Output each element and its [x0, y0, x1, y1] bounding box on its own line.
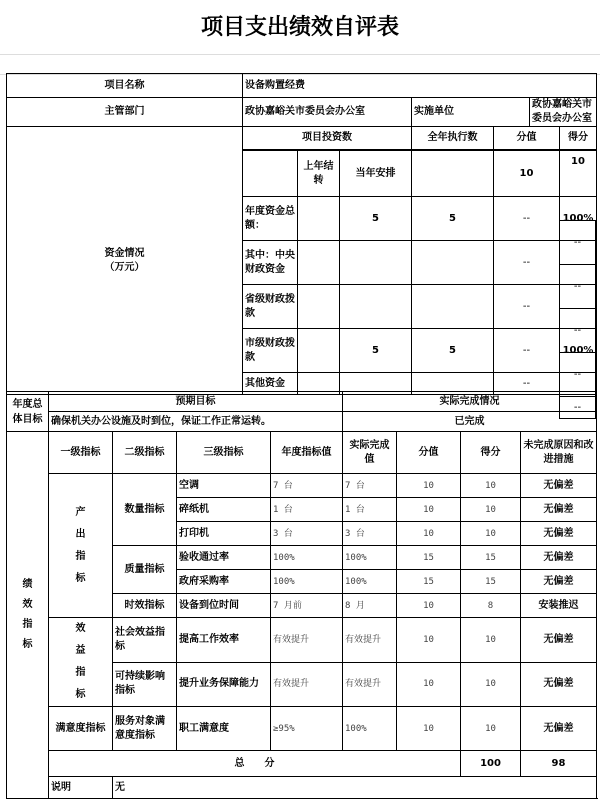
funds-hdr-current: 当年安排: [340, 151, 412, 197]
fund-row-carry: [298, 241, 340, 285]
perf-row-reason: 无偏差: [521, 498, 597, 522]
total-val: 100: [461, 751, 521, 777]
l1-effect: 效益指标: [49, 618, 113, 707]
perf-row-val: 10: [397, 474, 461, 498]
l2-social: 社会效益指标: [113, 618, 177, 663]
fund-row-exec: [412, 285, 494, 329]
perf-row-actual: 有效提升: [343, 662, 397, 707]
fund-row-current: [340, 241, 412, 285]
perf-row-target: 有效提升: [271, 618, 343, 663]
goals-actual: 已完成: [343, 412, 597, 432]
fund-row-carry: [298, 285, 340, 329]
perf-row-val: 10: [397, 498, 461, 522]
perf-row-reason: 无偏差: [521, 618, 597, 663]
perf-row-target: 100%: [271, 570, 343, 594]
perf-row-score: 15: [461, 546, 521, 570]
perf-hdr-l2: 二级指标: [113, 432, 177, 474]
perf-row-l3: 提升业务保障能力: [177, 662, 271, 707]
l1-output: 产出指标: [49, 474, 113, 618]
perf-row-l3: 政府采购率: [177, 570, 271, 594]
perf-row-score: 8: [461, 594, 521, 618]
fund-row-current: 5: [340, 197, 412, 241]
fund-row-exec: 5: [412, 197, 494, 241]
perf-row-target: 7 月前: [271, 594, 343, 618]
perf-row-score: 10: [461, 618, 521, 663]
perf-row-score: 10: [461, 662, 521, 707]
perf-table: [6, 391, 597, 799]
perf-row-reason: 无偏差: [521, 570, 597, 594]
goals-section-label: 年度总体目标: [7, 392, 49, 432]
perf-row-l3: 提高工作效率: [177, 618, 271, 663]
impl-value: 政协嘉峪关市委员会办公室: [530, 98, 597, 127]
goals-expected: 确保机关办公设施及时到位，保证工作正常运转。: [49, 412, 343, 432]
l2-time: 时效指标: [113, 594, 177, 618]
perf-row-l3: 碎纸机: [177, 498, 271, 522]
fund-row-score: --: [560, 221, 596, 265]
perf-hdr-l3: 三级指标: [177, 432, 271, 474]
perf-row-val: 10: [397, 594, 461, 618]
perf-row-target: 100%: [271, 546, 343, 570]
perf-row-reason: 安装推迟: [521, 594, 597, 618]
project-name: 设备购置经费: [243, 74, 597, 98]
total-label: 总 分: [49, 751, 461, 777]
perf-row-val: 10: [397, 522, 461, 546]
perf-row-score: 10: [461, 522, 521, 546]
funds-hdr-carry: 上年结转: [298, 151, 340, 197]
fund-row-score: --: [560, 353, 596, 397]
perf-row-target: 1 台: [271, 498, 343, 522]
goals-actual-label: 实际完成情况: [343, 392, 597, 412]
perf-row-reason: 无偏差: [521, 707, 597, 751]
fund-row-label: 年度资金总额：: [243, 197, 298, 241]
perf-row-actual: 100%: [343, 570, 397, 594]
perf-row-score: 10: [461, 474, 521, 498]
fund-row-val: --: [494, 197, 560, 241]
perf-row-val: 15: [397, 570, 461, 594]
funds-unit: （万元）: [104, 261, 145, 273]
fund-score-column: [559, 220, 596, 419]
perf-row-val: 10: [397, 662, 461, 707]
total-score: 98: [521, 751, 597, 777]
perf-label: 绩效指标: [22, 579, 33, 650]
funds-label: 资金情况: [104, 247, 145, 259]
funds-hdr-exec: 全年执行数: [412, 127, 494, 150]
fund-row-label: 市级财政拨款: [243, 329, 298, 373]
funds-exec-blank: [412, 151, 494, 197]
l2-quantity: 数量指标: [113, 474, 177, 546]
fund-row-score: --: [560, 397, 596, 419]
perf-hdr-reason: 未完成原因和改进措施: [521, 432, 597, 474]
fund-row-label: 其中：中央财政资金: [243, 241, 298, 285]
funds-score-val: 10: [494, 151, 560, 197]
perf-row-reason: 无偏差: [521, 522, 597, 546]
perf-row-target: 3 台: [271, 522, 343, 546]
perf-row-val: 10: [397, 618, 461, 663]
perf-row-target: 有效提升: [271, 662, 343, 707]
perf-hdr-actual: 实际完成值: [343, 432, 397, 474]
funds-hdr-score-val: 分值: [494, 127, 560, 150]
project-name-label: 项目名称: [7, 74, 243, 98]
funds-section-label: [7, 127, 243, 395]
perf-row-actual: 8 月: [343, 594, 397, 618]
funds-blank-cell: [243, 151, 298, 197]
l2-quality: 质量指标: [113, 546, 177, 594]
perf-row-target: ≥95%: [271, 707, 343, 751]
perf-row-l3: 设备到位时间: [177, 594, 271, 618]
perf-row-reason: 无偏差: [521, 474, 597, 498]
perf-row-score: 15: [461, 570, 521, 594]
perf-row-l3: 验收通过率: [177, 546, 271, 570]
perf-row-l3: 职工满意度: [177, 707, 271, 751]
fund-row-val: --: [494, 241, 560, 285]
perf-row-actual: 1 台: [343, 498, 397, 522]
l1-satisfy: 满意度指标: [49, 707, 113, 751]
perf-row-actual: 7 台: [343, 474, 397, 498]
perf-row-actual: 100%: [343, 546, 397, 570]
perf-row-score: 10: [461, 707, 521, 751]
funds-hdr-score: 得分: [560, 127, 597, 150]
fund-row-exec: [412, 241, 494, 285]
fund-row-current: 5: [340, 329, 412, 373]
fund-row-rate: 100%: [560, 197, 597, 241]
perf-section-label: [7, 432, 49, 799]
page-title: 项目支出绩效自评表: [200, 14, 399, 40]
perf-row-val: 10: [397, 707, 461, 751]
perf-row-l3: 打印机: [177, 522, 271, 546]
perf-row-reason: 无偏差: [521, 546, 597, 570]
fund-row-rate: 100%: [560, 329, 597, 373]
fund-row-carry: [298, 197, 340, 241]
fund-row-label: 其他资金: [243, 373, 298, 395]
perf-hdr-score: 得分: [461, 432, 521, 474]
perf-hdr-l1: 一级指标: [49, 432, 113, 474]
fund-row-label: 省级财政拨款: [243, 285, 298, 329]
l2-service: 服务对象满意度指标: [113, 707, 177, 751]
perf-row-actual: 3 台: [343, 522, 397, 546]
spreadsheet-gridline: [0, 54, 600, 75]
impl-label: 实施单位: [412, 98, 530, 127]
perf-row-actual: 有效提升: [343, 618, 397, 663]
fund-row-score: --: [560, 265, 596, 309]
perf-hdr-val: 分值: [397, 432, 461, 474]
fund-row-carry: [298, 329, 340, 373]
perf-row-target: 7 台: [271, 474, 343, 498]
perf-row-val: 15: [397, 546, 461, 570]
fund-row-score: --: [560, 309, 596, 353]
evaluation-table: [6, 73, 597, 395]
fund-row-val: --: [494, 285, 560, 329]
note-text: 无: [113, 777, 597, 799]
goals-expected-label: 预期目标: [49, 392, 343, 412]
fund-row-current: [340, 285, 412, 329]
funds-score: 10: [560, 151, 597, 197]
funds-hdr-invest: 项目投资数: [243, 127, 412, 150]
perf-row-actual: 100%: [343, 707, 397, 751]
note-label: 说明: [49, 777, 113, 799]
perf-row-l3: 空调: [177, 474, 271, 498]
l2-sustain: 可持续影响指标: [113, 662, 177, 707]
fund-row-exec: 5: [412, 329, 494, 373]
fund-row-val: --: [494, 373, 560, 395]
dept-value: 政协嘉峪关市委员会办公室: [243, 98, 412, 127]
dept-label: 主管部门: [7, 98, 243, 127]
perf-row-reason: 无偏差: [521, 662, 597, 707]
perf-hdr-target: 年度指标值: [271, 432, 343, 474]
perf-row-score: 10: [461, 498, 521, 522]
fund-row-val: --: [494, 329, 560, 373]
